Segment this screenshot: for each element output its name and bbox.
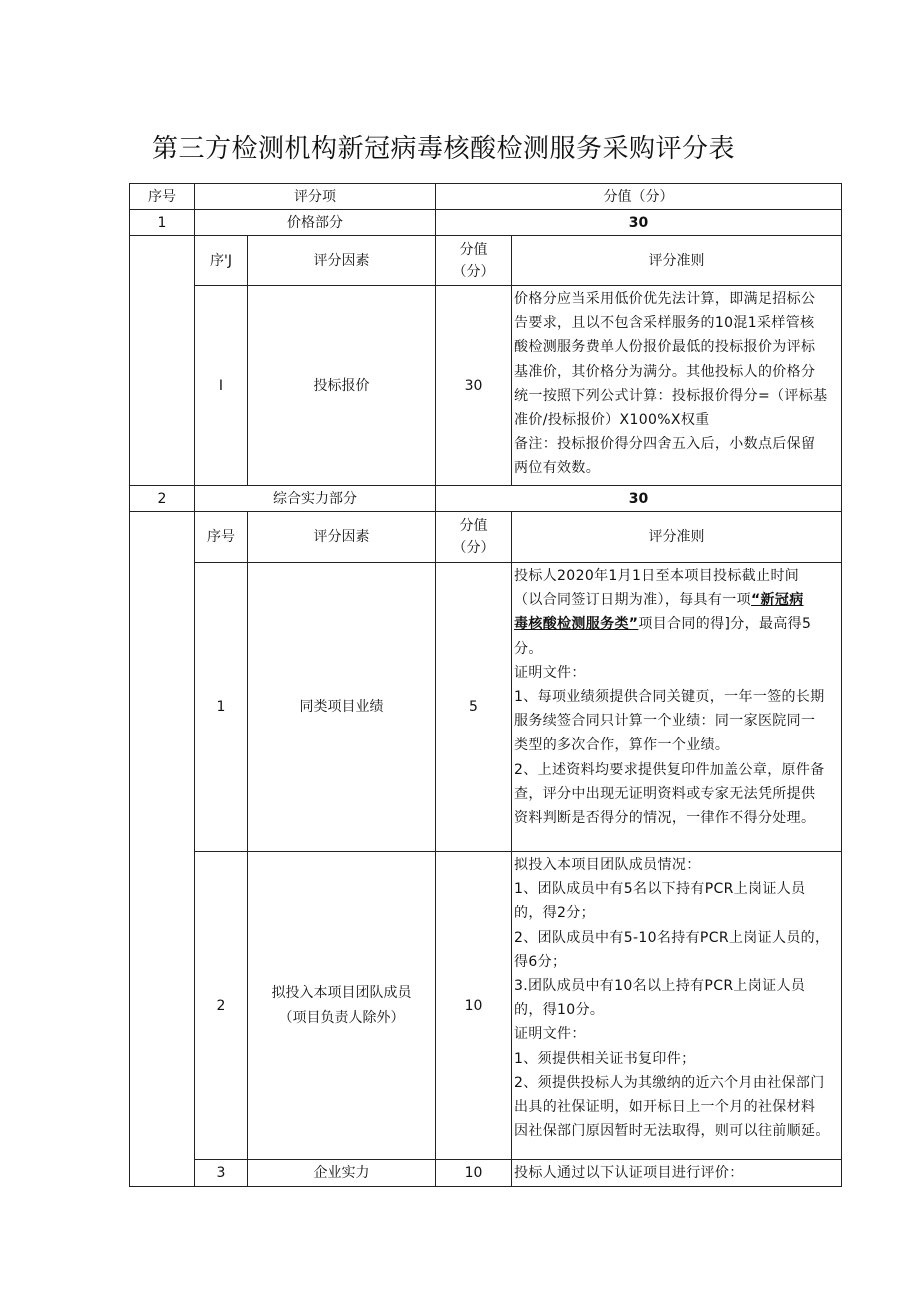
- section1-sub-no: 序'J: [194, 235, 248, 286]
- criteria-line: 备注：投标报价得分四舍五入后，小数点后保留: [514, 436, 816, 453]
- score-unit: （分）: [452, 540, 495, 556]
- criteria-line: 投标人通过以下认证项目进行评价：: [514, 1165, 744, 1181]
- section2-row2-factor: [247, 851, 436, 1160]
- section1-left-blank: [129, 235, 195, 486]
- criteria-line: 的，得2分；: [514, 905, 596, 922]
- criteria-line: 酸检测服务费单人份报价最低的投标报价为评标: [514, 339, 816, 356]
- criteria-line: 服务续签合同只计算一个业绩：同一家医院同一: [514, 713, 816, 730]
- criteria-line: 投标人2020年1月1日至本项目投标截止时间: [514, 568, 800, 584]
- criteria-line: 两位有效数。: [514, 460, 601, 477]
- section1-score: 30: [435, 209, 842, 236]
- section2-row2-no: 2: [194, 851, 248, 1160]
- criteria-text: （以合同签订日期为准），每具有一项: [514, 592, 751, 609]
- criteria-line: 证明文件：: [514, 1026, 586, 1043]
- section2-sub-factor: 评分因素: [247, 511, 436, 563]
- criteria-line: 1、每项业绩须提供合同关键页，一年一签的长期: [514, 689, 825, 706]
- score-unit: （分）: [452, 263, 495, 280]
- section1-row-criteria: [511, 285, 842, 486]
- criteria-line: 告要求，且以不包含采样服务的10混1采样管核: [514, 315, 815, 332]
- page-title: 第三方检测机构新冠病毒核酸检测服务采购评分表: [152, 134, 736, 164]
- criteria-line: 1、须提供相关证书复印件；: [514, 1050, 696, 1067]
- criteria-line: 出具的社保证明，如开标日上一个月的社保材料: [514, 1099, 816, 1116]
- section2-row3-score: 10: [435, 1159, 512, 1187]
- criteria-line: 准价/投标报价）X100%X权重: [514, 412, 710, 429]
- criteria-line: 统一按照下列公式计算：投标报价得分=（评标基: [514, 387, 828, 404]
- section2-sub-criteria: 评分准则: [511, 511, 842, 563]
- criteria-line: 类型的多次合作，算作一个业绩。: [514, 737, 730, 754]
- highlight-text: 毒核酸检测服务类”: [514, 616, 639, 633]
- criteria-line: 基准价，其价格分为满分。其他投标人的价格分: [514, 363, 816, 380]
- score-label: 分值: [459, 518, 488, 534]
- section1-row-no: I: [194, 285, 248, 486]
- section2-sub-no: 序号: [194, 511, 248, 563]
- section2-score: 30: [435, 485, 842, 512]
- criteria-line: 3.团队成员中有10名以上持有PCR上岗证人员: [514, 978, 806, 995]
- criteria-line: 2、团队成员中有5-10名持有PCR上岗证人员的，: [514, 929, 830, 946]
- factor-line: （项目负责人除外）: [278, 1009, 405, 1026]
- section1-row-score: 30: [435, 285, 512, 486]
- section2-left-blank: [129, 511, 195, 1187]
- criteria-line: [514, 612, 839, 636]
- section1-name: 价格部分: [194, 209, 436, 236]
- criteria-line: 因社保部门原因暂时无法取得，则可以往前顺延。: [514, 1123, 830, 1140]
- score-label: 分值: [459, 241, 488, 258]
- criteria-line: 2、须提供投标人为其缴纳的近六个月由社保部门: [514, 1074, 825, 1091]
- section2-row3-criteria: [511, 1159, 842, 1187]
- section2-row3-no: 3: [194, 1159, 248, 1187]
- criteria-line: 价格分应当采用低价优先法计算，即满足招标公: [514, 291, 816, 307]
- criteria-line: 1、团队成员中有5名以下持有PCR上岗证人员: [514, 881, 806, 898]
- section2-row3-factor: 企业实力: [247, 1159, 436, 1187]
- criteria-line: 得6分；: [514, 953, 567, 970]
- section2-no: 2: [129, 485, 195, 512]
- factor-line: 拟投入本项目团队成员: [271, 984, 412, 1001]
- section1-sub-criteria: 评分准则: [511, 235, 842, 286]
- criteria-text: 项目合同的得]分，最高得5: [638, 616, 812, 633]
- criteria-line: 资料判断是否得分的情况，一律作不得分处理。: [514, 810, 816, 827]
- criteria-line: 查，评分中出现无证明资料或专家无法凭所提供: [514, 785, 816, 802]
- criteria-line: 的，得10分。: [514, 1002, 605, 1019]
- section2-row1-criteria: [511, 562, 842, 852]
- header-item: 评分项: [194, 183, 436, 210]
- criteria-line: 分。: [514, 640, 543, 657]
- criteria-line: 2、上述资料均要求提供复印件加盖公章，原件备: [514, 761, 825, 778]
- section2-row2-criteria: [511, 851, 842, 1160]
- section2-row1-no: 1: [194, 562, 248, 852]
- section2-name: 综合实力部分: [194, 485, 436, 512]
- section2-row1-factor: 同类项目业绩: [247, 562, 436, 852]
- section2-row1-score: 5: [435, 562, 512, 852]
- section1-no: 1: [129, 209, 195, 236]
- header-score: 分值（分）: [435, 183, 842, 210]
- section1-sub-score: [435, 235, 512, 286]
- section1-row-factor: 投标报价: [247, 285, 436, 486]
- section1-sub-factor: 评分因素: [247, 235, 436, 286]
- criteria-line: 证明文件：: [514, 664, 586, 681]
- highlight-text: “新冠病: [750, 592, 804, 609]
- section2-row2-score: 10: [435, 851, 512, 1160]
- criteria-line: [514, 588, 839, 612]
- header-no: 序号: [129, 183, 195, 210]
- criteria-line: 拟投入本项目团队成员情况：: [514, 857, 701, 873]
- section2-sub-score: [435, 511, 512, 563]
